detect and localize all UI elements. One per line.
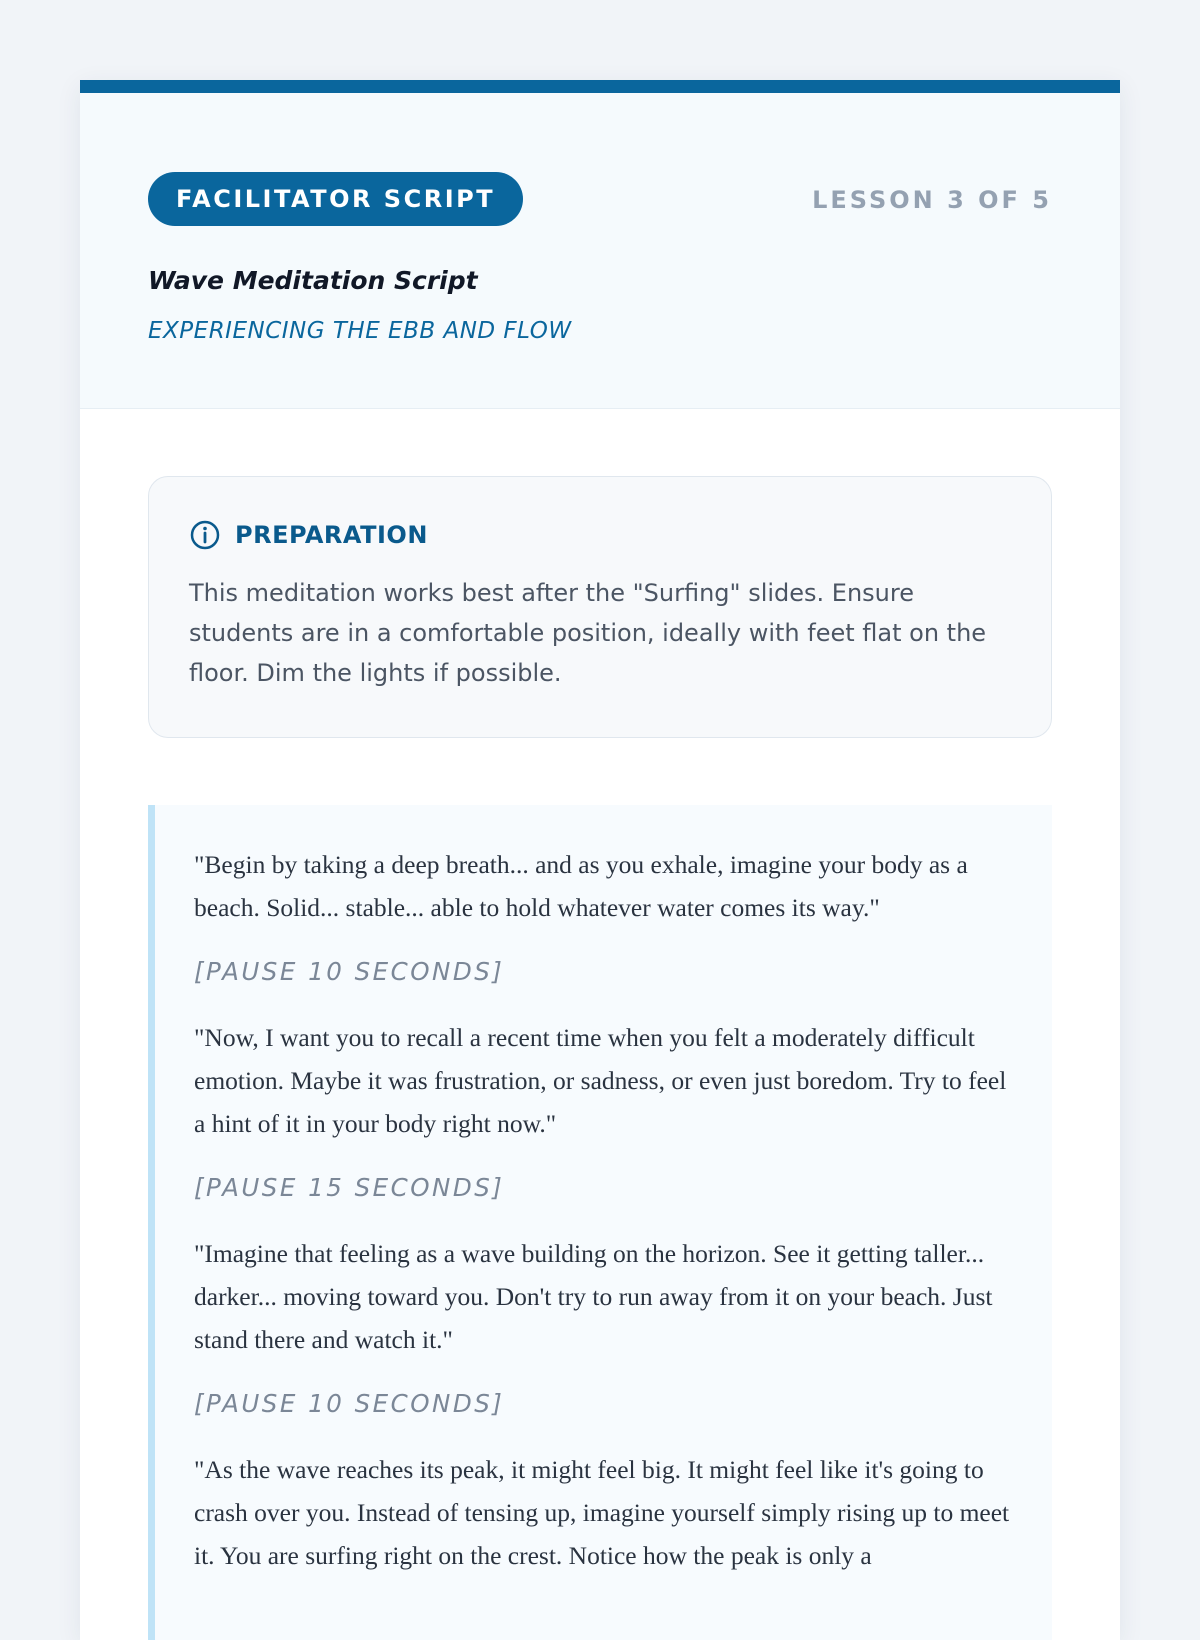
- preparation-text: This meditation works best after the "Surfing" slides. Ensure students are in a comfortable position, ideally with feet flat on the floor. Dim the lights if possible.: [189, 579, 987, 687]
- info-icon: [189, 519, 221, 551]
- preparation-heading: [189, 519, 428, 551]
- preparation-label: PREPARATION: [235, 521, 428, 549]
- pause-cue: [PAUSE 10 SECONDS]: [194, 957, 505, 986]
- script-line: "Now, I want you to recall a recent time when you felt a moderately difficult emotion. Maybe it was frustration, or sadness, or even just boredom. Try to feel a hint of it in your body right now.": [194, 1023, 1007, 1138]
- script-line: "Begin by taking a deep breath... and as you exhale, imagine your body as a beach. Solid... stable... able to hold whatever water comes its way.": [194, 850, 968, 922]
- script-line: "Imagine that feeling as a wave building on the horizon. See it getting taller... darker... moving toward you. Don't try to run away from it on your beach. Just stand there and watch it.": [194, 1239, 993, 1354]
- page-subtitle: EXPERIENCING THE EBB AND FLOW: [148, 318, 572, 344]
- script-card: [80, 80, 1120, 1640]
- lesson-indicator: LESSON 3 OF 5: [812, 186, 1052, 214]
- pause-cue: [PAUSE 15 SECONDS]: [194, 1173, 505, 1202]
- meditation-script: [148, 805, 1052, 1640]
- accent-bar: [80, 80, 1120, 93]
- script-line: "As the wave reaches its peak, it might feel big. It might feel like it's going to crash over you. Instead of tensing up, imagine yourself simply rising up to meet it. You are surfing right on the crest. Notice how the peak is only a: [194, 1455, 1010, 1570]
- page-title: Wave Meditation Script: [148, 266, 478, 295]
- pause-cue: [PAUSE 10 SECONDS]: [194, 1389, 505, 1418]
- card-header: [80, 93, 1120, 409]
- script-type-badge: FACILITATOR SCRIPT: [148, 172, 523, 226]
- preparation-box: [148, 476, 1052, 738]
